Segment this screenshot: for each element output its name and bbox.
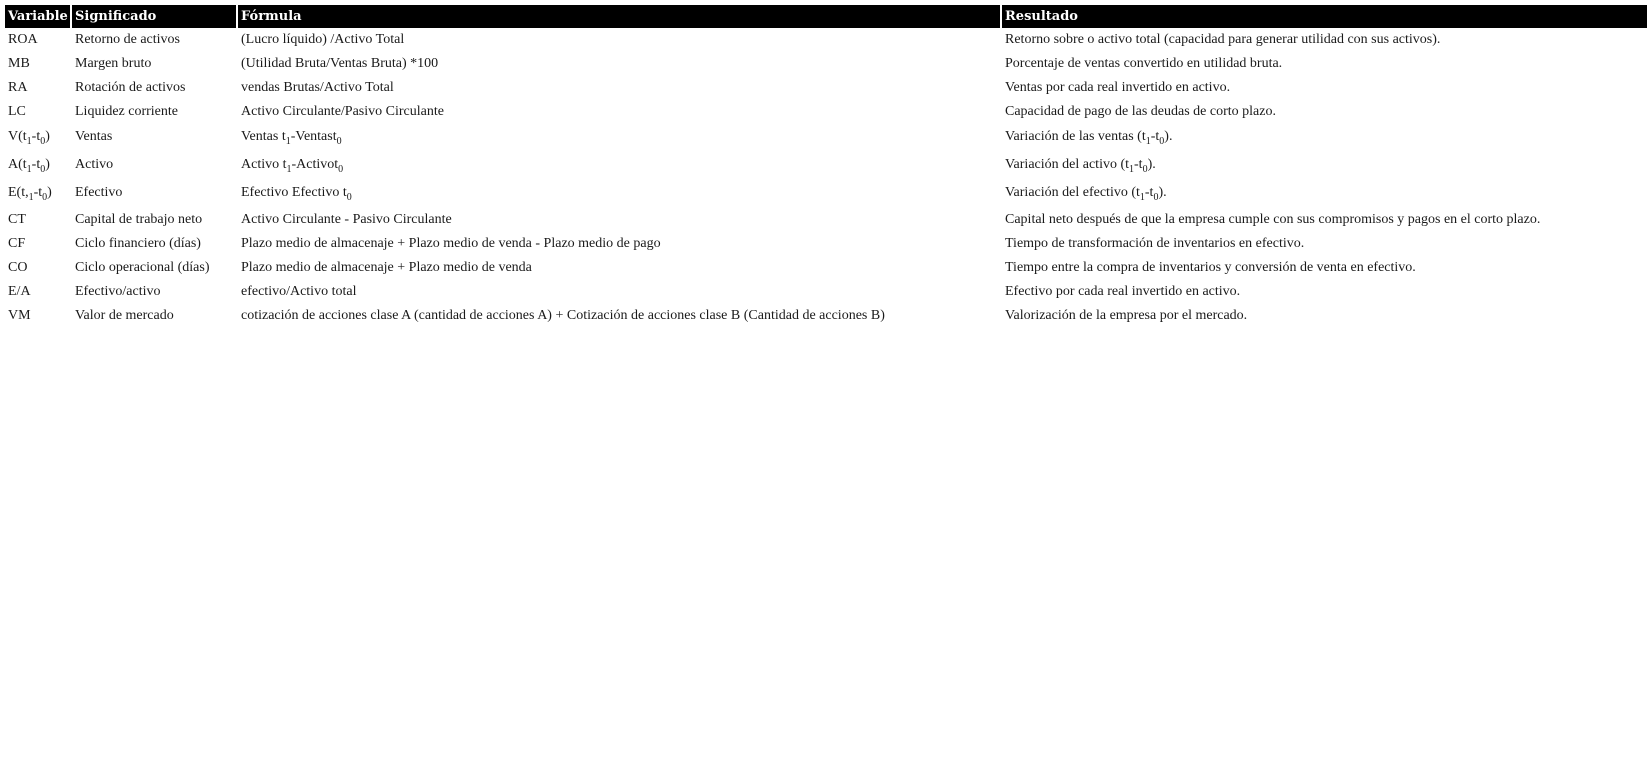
cell-variable: VM (8, 308, 31, 323)
table-row (5, 208, 1647, 232)
cell-significado: Activo (75, 157, 114, 172)
cell-significado: Liquidez corriente (75, 104, 179, 119)
cell-variable: CF (8, 236, 26, 251)
table-body (5, 28, 1647, 328)
cell-variable: MB (8, 56, 30, 71)
cell-resultado: Ventas por cada real invertido en activo. (1005, 80, 1231, 95)
cell-resultado: Retorno sobre o activo total (capacidad para generar utilidad con sus activos). (1005, 32, 1441, 47)
cell-formula: (Lucro líquido) /Activo Total (241, 32, 405, 47)
cell-formula: Plazo medio de almacenaje + Plazo medio de venda (241, 260, 532, 275)
table-row (5, 52, 1647, 76)
cell-variable: E/A (8, 284, 31, 299)
cell-significado: Valor de mercado (75, 308, 174, 323)
cell-formula: (Utilidad Bruta/Ventas Bruta) *100 (241, 56, 439, 71)
cell-resultado: Variación de las ventas $(t_1-t_0)$. (1005, 129, 1173, 147)
header-significado: Significado (72, 5, 238, 28)
cell-formula: Plazo medio de almacenaje + Plazo medio de venda - Plazo medio de pago (241, 236, 661, 251)
header-formula: Fórmula (238, 5, 1002, 28)
cell-significado: Rotación de activos (75, 80, 186, 95)
cell-resultado: Capital neto después de que la empresa cumple con sus compromisos y pagos en el corto plazo. (1005, 212, 1541, 227)
table-row (5, 76, 1647, 100)
cell-resultado: Variación del efectivo $(t_1-t_0)$. (1005, 185, 1167, 203)
cell-formula: Efectivo Efectivo $t_0$ (241, 185, 352, 203)
cell-significado: Ciclo financiero (días) (75, 236, 201, 251)
cell-resultado: Porcentaje de ventas convertido en utilidad bruta. (1005, 56, 1283, 71)
cell-formula: Activo Circulante - Pasivo Circulante (241, 212, 452, 227)
cell-variable: $E(t,_1-t_0)$ (8, 185, 52, 203)
cell-significado: Margen bruto (75, 56, 152, 71)
cell-formula: cotización de acciones clase A (cantidad de acciones A) + Cotización de acciones clase B (Cantidad de acciones B) (241, 308, 885, 323)
header-resultado: Resultado (1002, 5, 1647, 28)
cell-significado: Ciclo operacional (días) (75, 260, 210, 275)
cell-formula: Ventas $t_1-Ventast_0$ (241, 129, 342, 147)
cell-resultado: Valorización de la empresa por el mercado. (1005, 308, 1248, 323)
table-row (5, 280, 1647, 304)
cell-variable: RA (8, 80, 28, 95)
cell-significado: Retorno de activos (75, 32, 180, 47)
cell-significado: Efectivo/activo (75, 284, 161, 299)
table-header (5, 5, 1647, 28)
table-row (5, 304, 1647, 328)
table-row (5, 124, 1647, 152)
header-row (5, 5, 1647, 28)
cell-variable: $A(t_1-t_0)$ (8, 157, 50, 175)
indicators-table-container (5, 5, 1647, 328)
cell-variable: LC (8, 104, 26, 119)
cell-resultado: Variación del activo $(t_1-t_0)$. (1005, 157, 1156, 175)
cell-formula: Activo $t_1-Activot_0$ (241, 157, 344, 175)
cell-significado: Capital de trabajo neto (75, 212, 203, 227)
cell-significado: Ventas (75, 129, 113, 144)
cell-variable: CT (8, 212, 26, 227)
table-row (5, 100, 1647, 124)
header-variable: Variable (5, 5, 72, 28)
cell-formula: efectivo/Activo total (241, 284, 357, 299)
cell-formula: Activo Circulante/Pasivo Circulante (241, 104, 444, 119)
table-row (5, 232, 1647, 256)
cell-formula: vendas Brutas/Activo Total (241, 80, 394, 95)
cell-variable: CO (8, 260, 28, 275)
cell-resultado: Tiempo de transformación de inventarios en efectivo. (1005, 236, 1305, 251)
cell-variable: $V(t_1-t_0)$ (8, 129, 50, 147)
cell-significado: Efectivo (75, 185, 123, 200)
table-row (5, 152, 1647, 180)
cell-resultado: Efectivo por cada real invertido en activo. (1005, 284, 1241, 299)
table-row (5, 256, 1647, 280)
cell-resultado: Tiempo entre la compra de inventarios y conversión de venta en efectivo. (1005, 260, 1416, 275)
indicators-table (5, 5, 1647, 328)
cell-variable: ROA (8, 32, 38, 47)
table-row (5, 28, 1647, 52)
table-row (5, 180, 1647, 208)
cell-resultado: Capacidad de pago de las deudas de corto plazo. (1005, 104, 1276, 119)
